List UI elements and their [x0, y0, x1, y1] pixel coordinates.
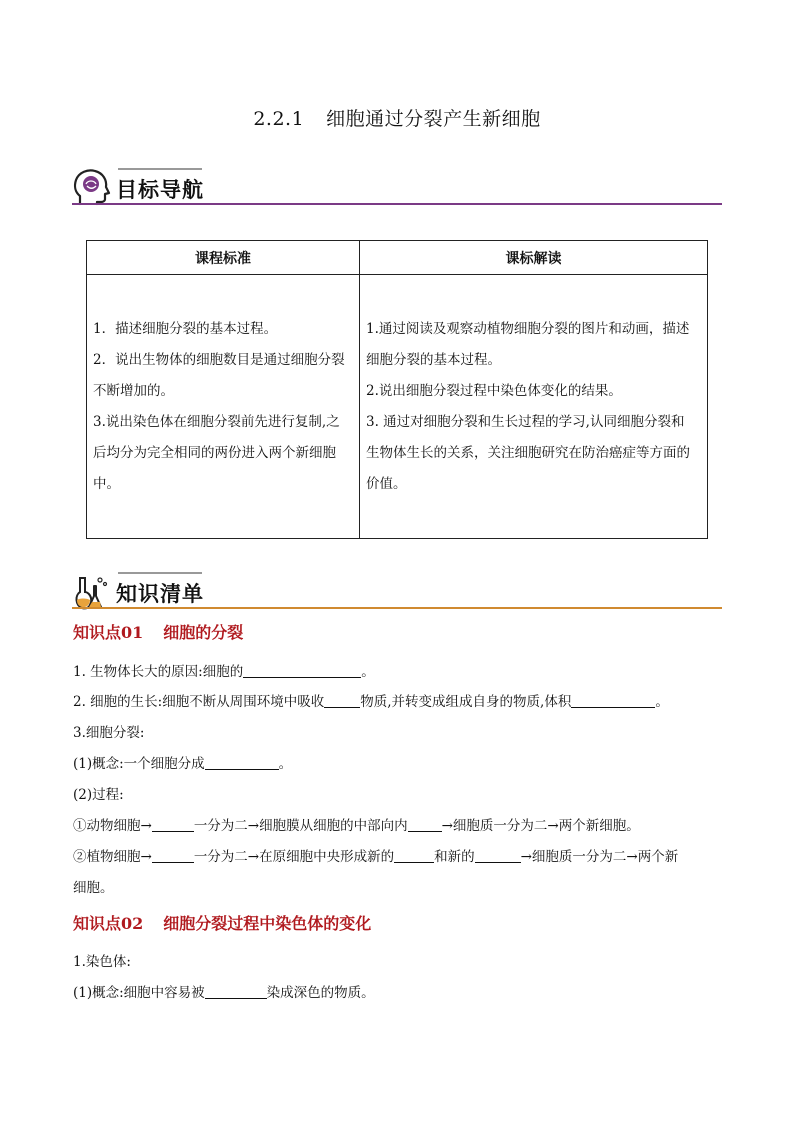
standard-line: 不断增加的。: [93, 382, 174, 399]
interpretation-line: 价值。: [366, 475, 407, 492]
kp1-line-2: [73, 690, 669, 710]
section-knowledge-header: [72, 572, 722, 612]
text: 和新的: [434, 849, 475, 865]
text: (1)概念:细胞中容易被: [73, 985, 205, 1001]
kp1-line-4: [73, 752, 292, 772]
text: 。: [655, 694, 669, 710]
curriculum-table: [86, 240, 708, 539]
text: 物质,并转变成组成自身的物质,体积: [360, 694, 572, 710]
section-knowledge-label: 知识清单: [116, 582, 204, 606]
interpretation-line: 细胞分裂的基本过程。: [366, 351, 501, 368]
flask-icon: [72, 572, 112, 612]
table-row: [87, 275, 708, 539]
fill-blank: [152, 817, 194, 832]
fill-blank: [324, 693, 360, 708]
title-number: 2.2.1: [253, 108, 305, 130]
kp1-line-1: [73, 660, 375, 680]
text: 。: [361, 664, 375, 680]
kp2-number: 知识点02: [73, 914, 144, 933]
standard-line: 1．描述细胞分裂的基本过程。: [93, 320, 278, 337]
title-text: 细胞通过分裂产生新细胞: [326, 108, 541, 130]
kp2-title-text: 细胞分裂过程中染色体的变化: [163, 914, 372, 933]
interpretation-line: 2.说出细胞分裂过程中染色体变化的结果。: [366, 382, 622, 399]
interpretation-cell: [360, 275, 708, 539]
interpretation-line: 1.通过阅读及观察动植物细胞分裂的图片和动画，描述: [366, 320, 690, 337]
kp1-line-5: (2)过程:: [73, 787, 124, 803]
kp1-line-8: 细胞。: [73, 880, 114, 896]
text: 1. 生物体长大的原因:细胞的: [73, 664, 244, 680]
standard-cell: [87, 275, 360, 539]
table-header-standard: 课程标准: [87, 241, 360, 275]
text: 一分为二→在原细胞中央形成新的: [193, 849, 395, 865]
kp2-line-2: [73, 981, 375, 1001]
fill-blank: [475, 848, 521, 863]
standard-line: 后均分为完全相同的两份进入两个新细胞: [93, 444, 336, 461]
section-knowledge-rule: [72, 607, 722, 609]
section-goals-label: 目标导航: [116, 178, 204, 202]
fill-blank: [571, 693, 655, 708]
kp2-line-1: 1.染色体:: [73, 954, 131, 970]
text: 2. 细胞的生长:细胞不断从周围环境中吸收: [73, 694, 325, 710]
table-header-interpretation: 课标解读: [360, 241, 708, 275]
fill-blank: [205, 984, 267, 999]
table-header-row: [87, 241, 708, 275]
kp1-line-3: 3.细胞分裂:: [73, 725, 145, 741]
fill-blank: [152, 848, 194, 863]
text: →细胞质一分为二→两个新细胞。: [441, 818, 640, 834]
fill-blank: [394, 848, 434, 863]
section-top-rule: [118, 168, 202, 170]
text: →细胞质一分为二→两个新: [520, 849, 679, 865]
interpretation-line: 3. 通过对细胞分裂和生长过程的学习,认同细胞分裂和: [366, 413, 685, 430]
page-title: [0, 104, 794, 131]
knowledge-point-2-title: [73, 911, 371, 934]
interpretation-line: 生物体生长的关系，关注细胞研究在防治癌症等方面的: [366, 444, 690, 461]
kp1-number: 知识点01: [73, 623, 144, 642]
standard-line: 2．说出生物体的细胞数目是通过细胞分裂: [93, 351, 345, 368]
head-brain-icon: [72, 168, 112, 208]
kp1-title-text: 细胞的分裂: [163, 623, 244, 642]
knowledge-point-1-title: [73, 620, 243, 643]
text: 。: [278, 756, 293, 772]
section-goals-rule: [72, 203, 722, 205]
standard-line: 3.说出染色体在细胞分裂前先进行复制,之: [93, 413, 340, 430]
section-goals-header: [72, 168, 722, 208]
fill-blank: [408, 817, 442, 832]
section-top-rule: [118, 572, 202, 574]
fill-blank: [205, 755, 279, 770]
fill-blank: [243, 663, 361, 678]
text: ②植物细胞→: [73, 849, 152, 865]
text: (1)概念:一个细胞分成: [73, 756, 205, 772]
text: ①动物细胞→: [73, 818, 152, 834]
text: 染成深色的物质。: [266, 985, 375, 1001]
standard-line: 中。: [93, 475, 120, 492]
kp1-line-7: [73, 845, 678, 865]
text: 一分为二→细胞膜从细胞的中部向内: [193, 818, 408, 834]
kp1-line-6: [73, 814, 640, 834]
